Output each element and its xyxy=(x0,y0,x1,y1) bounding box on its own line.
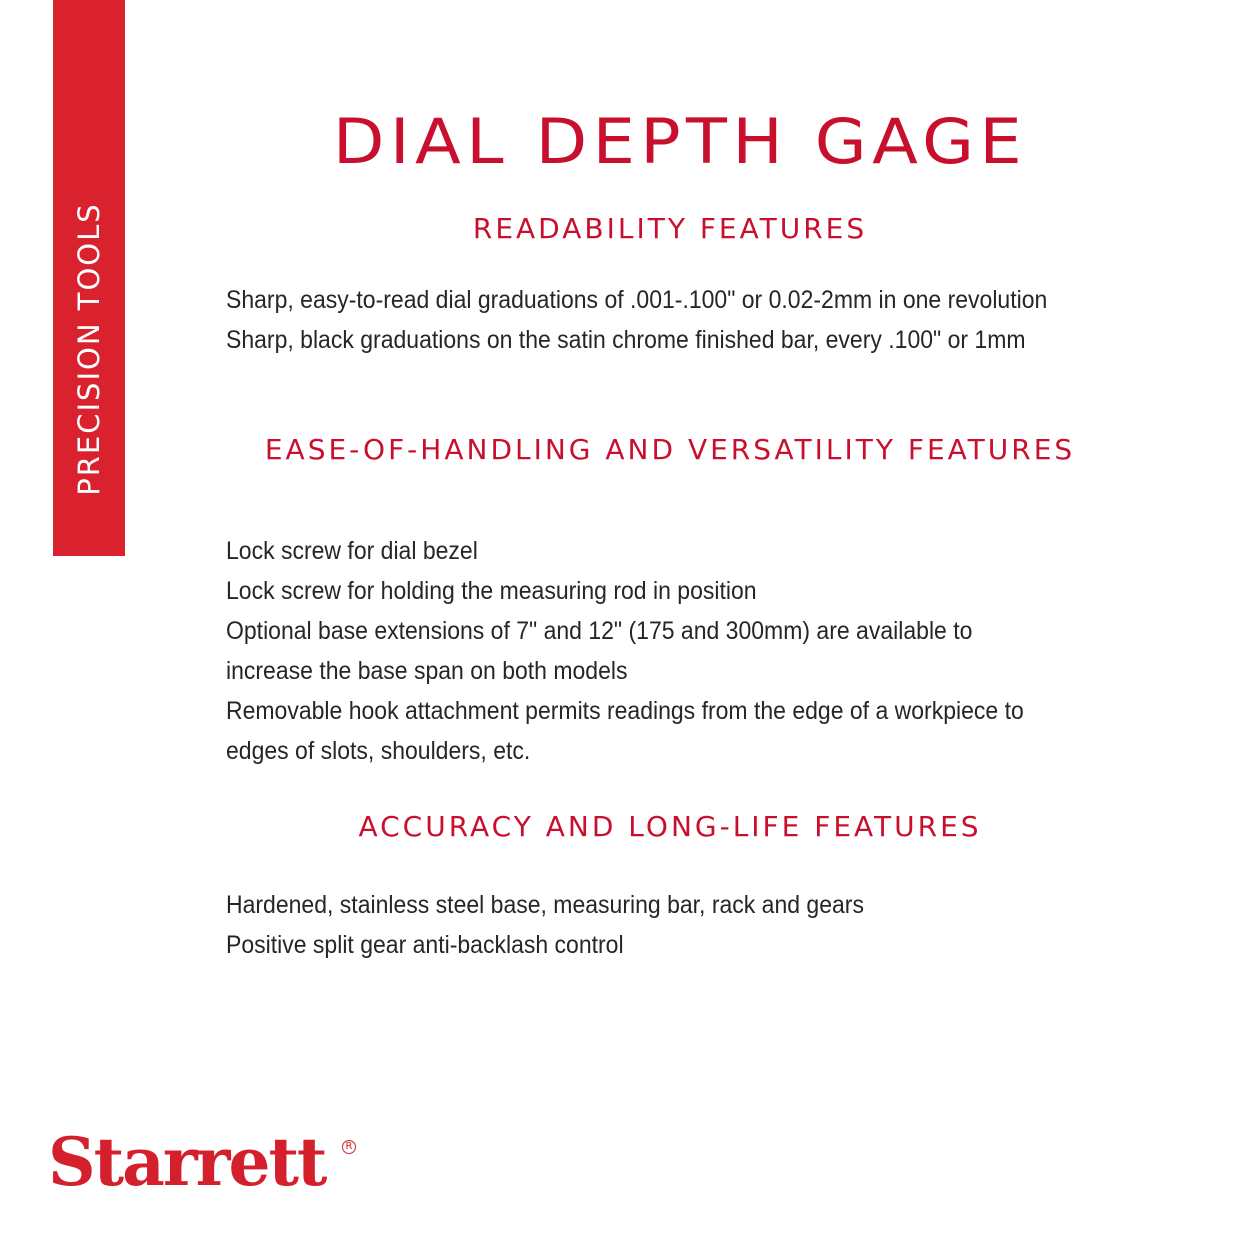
section-heading-handling: EASE-OF-HANDLING AND VERSATILITY FEATURES xyxy=(264,433,1076,466)
list-item: Hardened, stainless steel base, measuring bar, rack and gears xyxy=(226,891,864,919)
page-title: DIAL DEPTH GAGE xyxy=(332,105,1028,178)
list-item: Removable hook attachment permits readings from the edge of a workpiece to edges of slots, shoulders, etc. xyxy=(226,697,1024,765)
list-item: Lock screw for holding the measuring rod in position xyxy=(226,577,757,605)
readability-feature-list xyxy=(226,280,1054,360)
section-heading-accuracy: ACCURACY AND LONG-LIFE FEATURES xyxy=(358,810,982,843)
handling-feature-list xyxy=(226,531,1054,771)
starrett-logo: Starrett xyxy=(48,1123,326,1201)
section-heading-readability: READABILITY FEATURES xyxy=(472,212,868,245)
accuracy-feature-list xyxy=(226,885,1054,965)
list-item: Lock screw for dial bezel xyxy=(226,537,478,565)
list-item: Optional base extensions of 7" and 12" (175 and 300mm) are available to increase the base span on both models xyxy=(226,617,973,685)
list-item: Positive split gear anti-backlash control xyxy=(226,931,624,959)
registered-mark-icon: R xyxy=(342,1140,356,1154)
list-item: Sharp, black graduations on the satin chrome finished bar, every .100" or 1mm xyxy=(226,326,1026,354)
side-banner-label: PRECISION TOOLS xyxy=(72,202,106,496)
list-item: Sharp, easy-to-read dial graduations of .001-.100" or 0.02-2mm in one revolution xyxy=(226,286,1048,314)
